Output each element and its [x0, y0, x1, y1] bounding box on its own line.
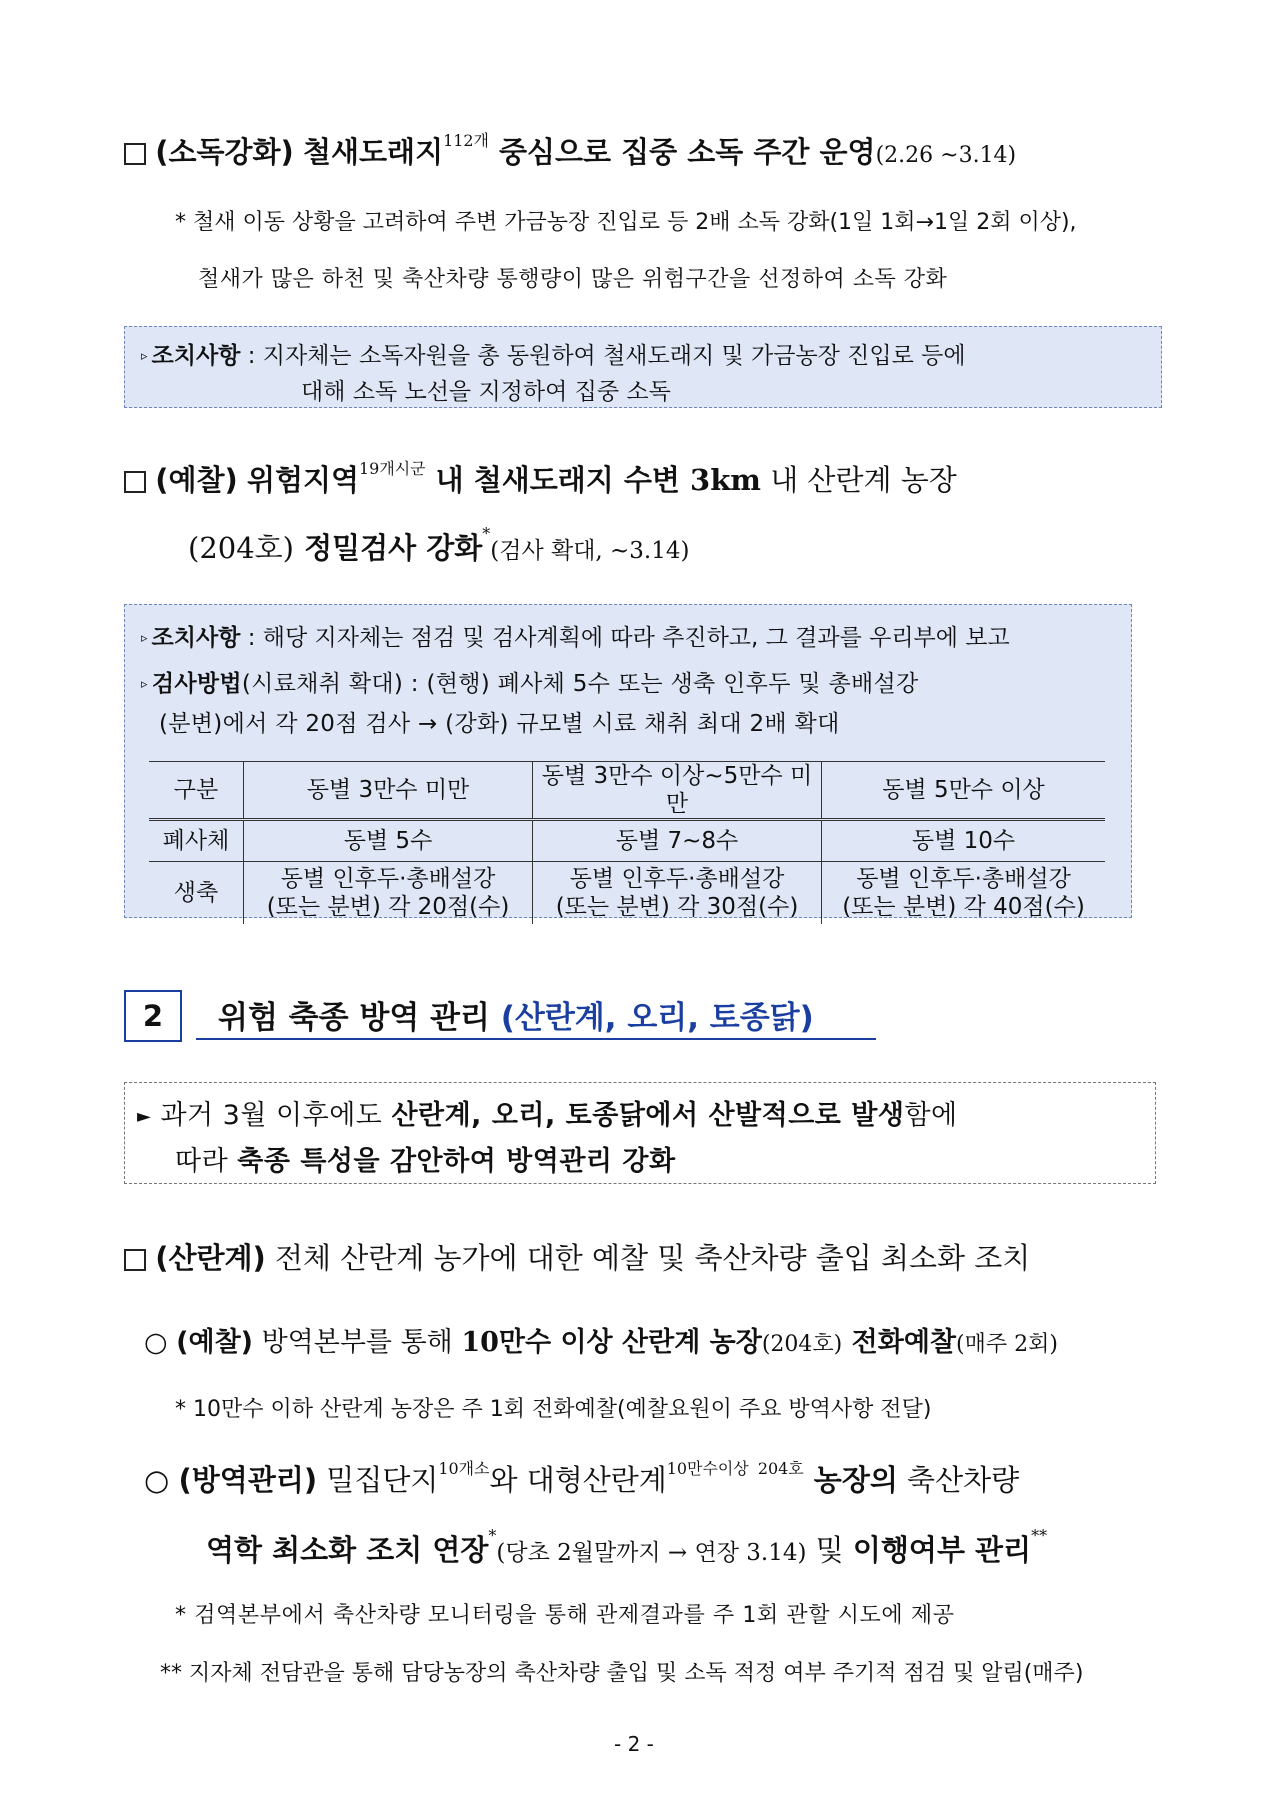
s3-note-b: ** 지자체 전담관을 통해 담당농장의 축산차량 출입 및 소독 적정 여부 주기적 점검 및 알림(매주)	[160, 1661, 1084, 1686]
page-number: - 2 -	[614, 1732, 654, 1756]
table-row: 생축 동별 인후두·총배설강 (또는 분변) 각 20점(수) 동별 인후두·총배설강 (또는 분변) 각 30점(수) 동별 인후두·총배설강 (또는 분변) 각 40점(수)	[149, 862, 1105, 925]
circle-bullet-icon: ○	[144, 1327, 168, 1358]
s2-heading-line2: (204호) 정밀검사 강화*(검사 확대, ~3.14)	[188, 524, 690, 565]
sec2-summary-box: ► 과거 3월 이후에도 산란계, 오리, 토종닭에서 산발적으로 발생함에 따라 축종 특성을 감안하여 방역관리 강화	[124, 1082, 1156, 1184]
s3-item-2-line1: ○ (방역관리) 밀집단지$^{10개소}$와 대형산란계$^{10만수이상}$ $^{204호}$ 농장의 축산차량	[144, 1459, 1020, 1497]
s3-heading: (산란계) 전체 산란계 농가에 대한 예찰 및 축산차량 출입 최소화 조치	[124, 1236, 1030, 1277]
triangle-bullet-icon: ▹	[141, 677, 148, 692]
s1-note1: * 철새 이동 상황을 고려하여 주변 가금농장 진입로 등 2배 소독 강화(1일 1회→1일 2회 이상),	[175, 210, 1077, 235]
table-row: 구분 동별 3만수 미만 동별 3만수 이상~5만수 미만 동별 5만수 이상	[149, 762, 1105, 820]
s1-heading: (소독강화) 철새도래지$^{112개}$ 중심으로 집중 소독 주간 운영(2.26 ~3.14)	[124, 130, 1016, 171]
s3-note-a: * 검역본부에서 축산차량 모니터링을 통해 관제결과를 주 1회 관할 시도에 제공	[175, 1603, 955, 1628]
inspection-table	[149, 761, 1105, 924]
checkbox-square-icon	[124, 471, 146, 493]
s3-item-2-line2: 역학 최소화 조치 연장*(당초 2월말까지 → 연장 3.14) 및 이행여부 관리**	[206, 1526, 1048, 1567]
circle-bullet-icon: ○	[144, 1463, 170, 1497]
table-row: 폐사체 동별 5수 동별 7~8수 동별 10수	[149, 820, 1105, 862]
s2-action-box: ▹ 조치사항 : 해당 지자체는 점검 및 검사계획에 따라 추진하고, 그 결과를 우리부에 보고 ▹ 검사방법(시료채취 확대) : (현행) 폐사체 5수 또는 생축 인후두 및 총배설강 (분변)에서 각 20점 검사 → (강화) 규모별 시료 채취 최대 2배 확대 구분 동별 3만수 미만 동별 3만수 이상~5만수 미만 동별 5만수 이상 폐사체 동별 5수 동별 7~8수 동별 10수 생축 동별 인후두·총배설강 (또는 분변) 각 20점(수) 동별 인후두·총배설강 (또는 분변) 각 30점(수) 동별 인후두·총배설강 (또는 분변) 각 40점(수)	[124, 604, 1132, 918]
checkbox-square-icon	[124, 143, 146, 165]
s2-heading-line1: (예찰) 위험지역$^{19개시군}$ 내 철새도래지 수변 3km 내 산란계 농장	[124, 458, 957, 499]
s3-item-1-note: * 10만수 이하 산란계 농장은 주 1회 전화예찰(예찰요원이 주요 방역사항 전달)	[175, 1397, 932, 1422]
s3-item-1: ○ (예찰) 방역본부를 통해 10만수 이상 산란계 농장(204호) 전화예찰(매주 2회)	[144, 1327, 1058, 1358]
triangle-bullet-icon: ▹	[141, 349, 148, 364]
sec2-title: 위험 축종 방역 관리 (산란계, 오리, 토종닭)	[218, 1000, 814, 1036]
s1-action-box: ▹ 조치사항 : 지자체는 소독자원을 총 동원하여 철새도래지 및 가금농장 진입로 등에 대해 소독 노선을 지정하여 집중 소독	[124, 326, 1162, 408]
section-underline	[196, 1038, 876, 1040]
checkbox-square-icon	[124, 1249, 146, 1271]
section-number-badge: 2	[124, 990, 182, 1042]
s1-note2: 철새가 많은 하천 및 축산차량 통행량이 많은 위험구간을 선정하여 소독 강화	[198, 267, 948, 292]
triangle-bullet-icon: ▹	[141, 631, 148, 646]
arrow-bullet-icon: ►	[137, 1106, 152, 1127]
